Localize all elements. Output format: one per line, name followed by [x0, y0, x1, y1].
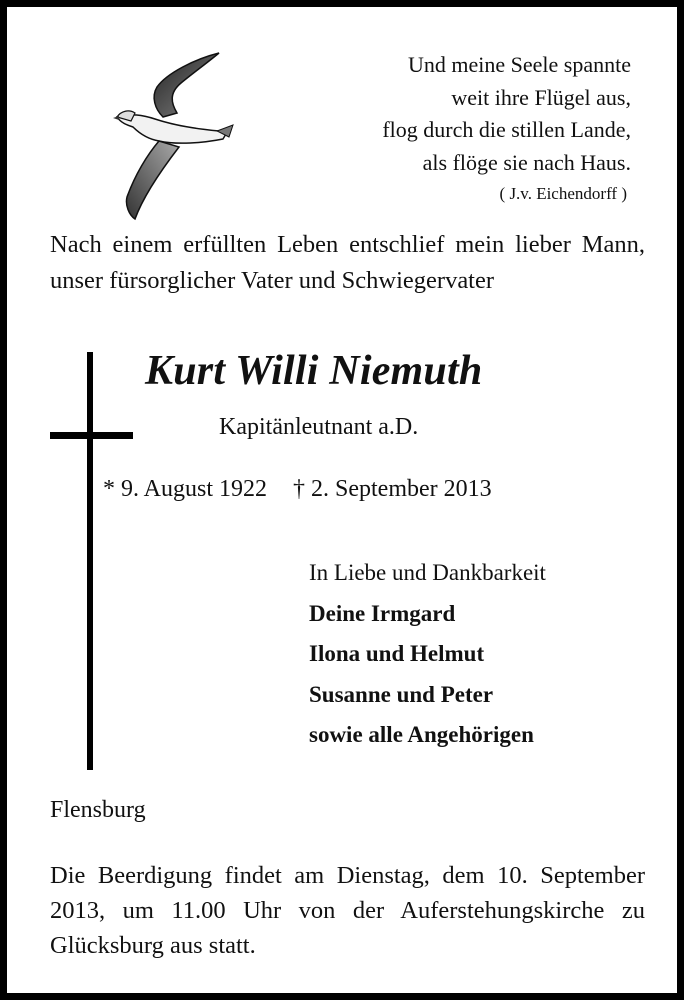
- poem-line: als flöge sie nach Haus.: [422, 149, 631, 175]
- deceased-rank: Kapitänleutnant a.D.: [219, 414, 419, 440]
- mourners-block: [309, 553, 546, 756]
- death-date: † 2. September 2013: [293, 476, 492, 502]
- funeral-info: Die Beerdigung findet am Dienstag, dem 10. September 2013, um 11.00 Uhr von der Auferstehungskirche zu Glücksburg aus statt.: [50, 862, 645, 959]
- cross-icon: [87, 352, 93, 770]
- poem: [271, 49, 631, 209]
- mourner-name: Susanne und Peter: [309, 681, 494, 707]
- deceased-name: Kurt Willi Niemuth: [145, 348, 483, 394]
- seagull-icon: [107, 47, 242, 222]
- cross-icon-bar: [50, 432, 133, 439]
- poem-line: Und meine Seele spannte: [408, 52, 631, 77]
- mourner-name: sowie alle Angehörigen: [309, 722, 534, 747]
- life-dates: [103, 476, 492, 503]
- poem-line: flog durch die stillen Lande,: [382, 117, 631, 142]
- mourner-name: Ilona und Helmut: [309, 641, 485, 666]
- mourner-name: Deine Irmgard: [309, 600, 456, 626]
- mourners-greeting: In Liebe und Dankbarkeit: [309, 560, 546, 585]
- place: Flensburg: [50, 797, 146, 823]
- poem-line: weit ihre Flügel aus,: [451, 84, 631, 110]
- intro-text: Nach einem erfüllten Leben entschlief mein lieber Mann, unser fürsorglicher Vater und Schwiegervater: [50, 231, 645, 294]
- poem-attribution: ( J.v. Eichendorff ): [499, 184, 627, 203]
- birth-date: * 9. August 1922: [103, 476, 268, 502]
